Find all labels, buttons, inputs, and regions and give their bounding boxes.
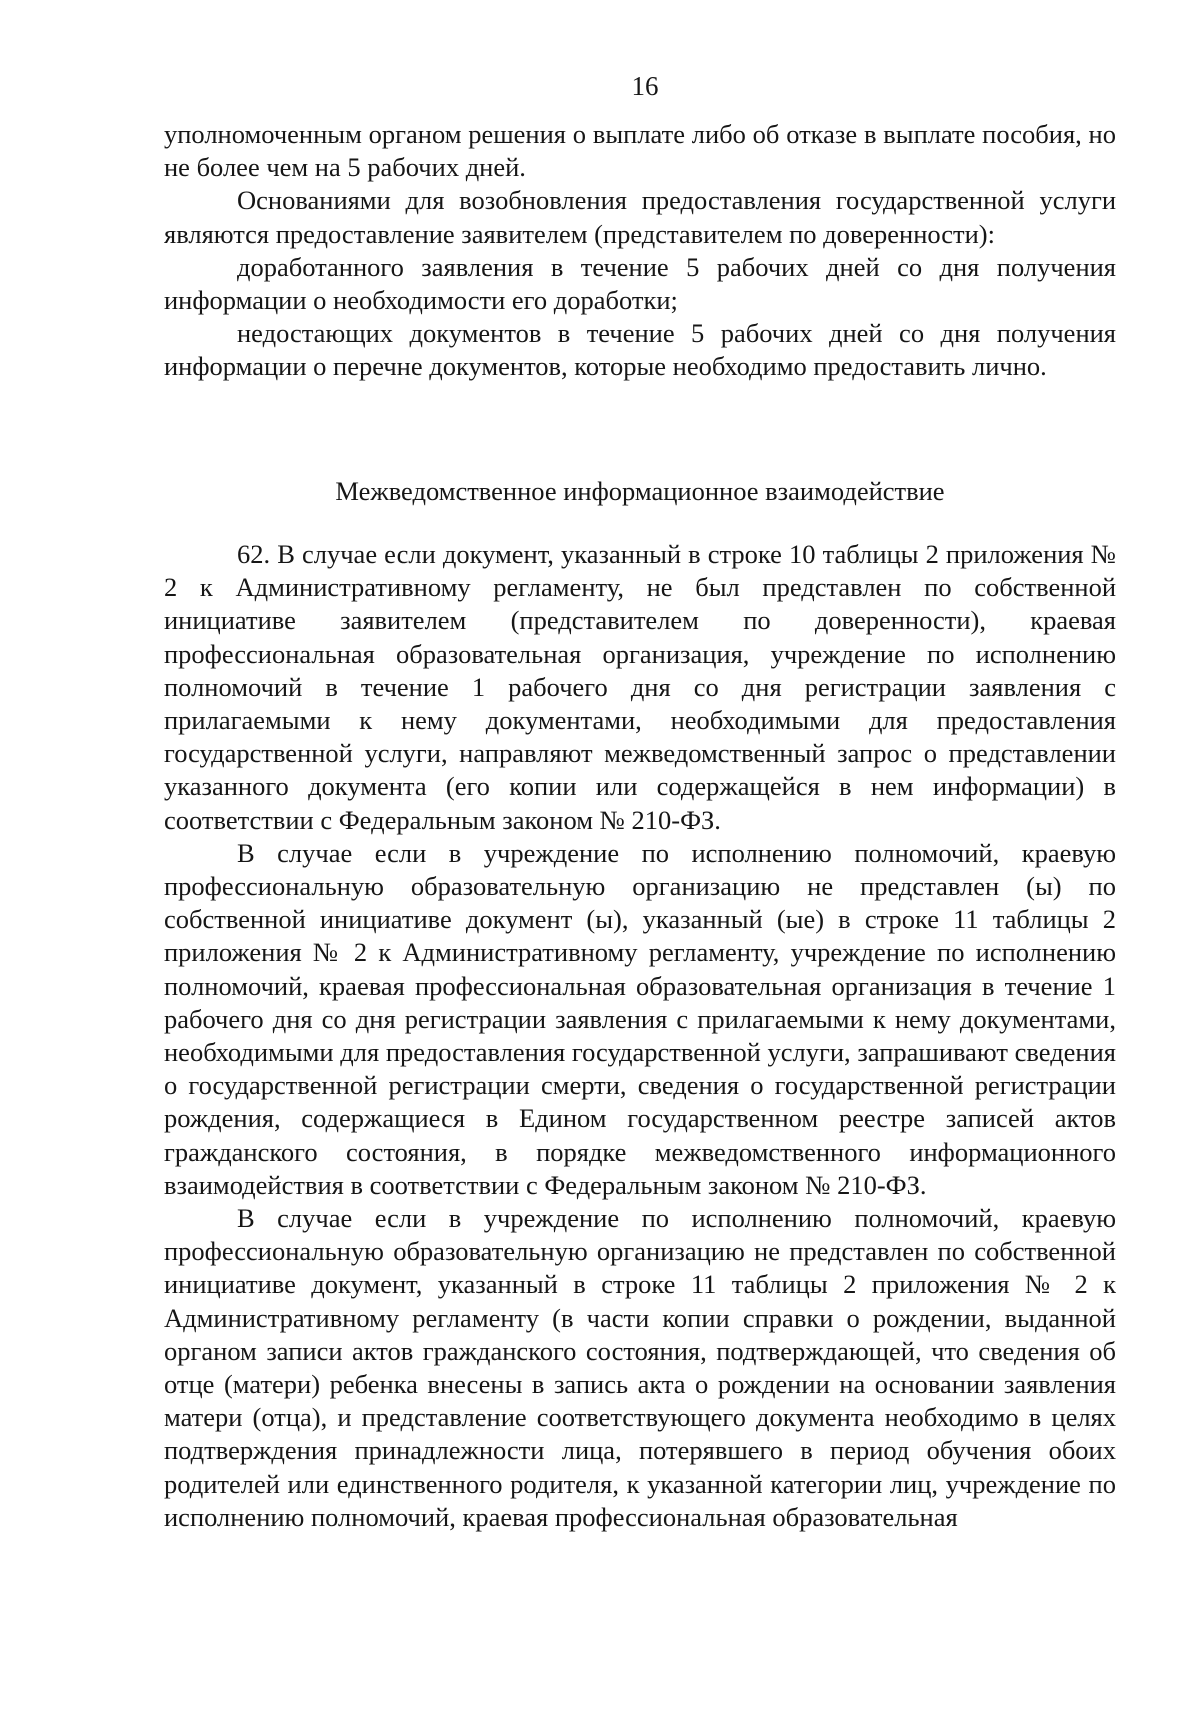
paragraph: доработанного заявления в течение 5 рабочих дней со дня получения информации о необходимости его доработки; — [164, 251, 1116, 316]
page-number: 16 — [631, 71, 659, 101]
paragraph-62: 62. В случае если документ, указанный в строке 10 таблицы 2 приложения № 2 к Административному регламенту, не был представлен по собственной инициативе заявителем (представителем по доверенности), краевая профессиональная образовательная организация, учреждение по исполнению полномочий в течение 1 рабочего дня со дня регистрации заявления с прилагаемыми к нему документами, необходимыми для предоставления государственной услуги, направляют межведомственный запрос о представлении указанного документа (его копии или содержащейся в нем информации) в соответствии с Федеральным законом № 210-ФЗ. — [164, 539, 1116, 835]
paragraph: уполномоченным органом решения о выплате либо об отказе в выплате пособия, но не более чем на 5 рабочих дней. — [164, 119, 1116, 183]
section-body — [164, 538, 1116, 1534]
continuation-text — [164, 118, 1116, 384]
paragraph: Основаниями для возобновления предоставления государственной услуги являются предоставление заявителем (представителем по доверенности): — [164, 185, 1116, 249]
section-heading: Межведомственное информационное взаимодействие — [335, 476, 945, 506]
paragraph: В случае если в учреждение по исполнению полномочий, краевую профессиональную образовательную организацию не представлен (ы) по собственной инициативе документ (ы), указанный (ые) в строке 11 таблицы 2 приложения № 2 к Административному регламенту, учреждение по исполнению полномочий, краевая профессиональная образовательная организация в течение 1 рабочего дня со дня регистрации заявления с прилагаемыми к нему документами, необходимыми для предоставления государственной услуги, запрашивают сведения о государственной регистрации смерти, сведения о государственной регистрации рождения, содержащиеся в Едином государственном реестре записей актов гражданского состояния, в порядке межведомственного информационного взаимодействия в соответствии с Федеральным законом № 210-ФЗ. — [164, 837, 1116, 1200]
paragraph: В случае если в учреждение по исполнению полномочий, краевую профессиональную образовательную организацию не представлен по собственной инициативе документ, указанный в строке 11 таблицы 2 приложения № 2 к Административному регламенту (в части копии справки о рождении, выданной органом записи актов гражданского состояния, подтверждающей, что сведения об отце (матери) ребенка внесены в запись акта о рождении на основании заявления матери (отца), и представление соответствующего документа необходимо в целях подтверждения принадлежности лица, потерявшего в период обучения обоих родителей или единственного родителя, к указанной категории лиц, учреждение по исполнению полномочий, краевая профессиональная образовательная — [164, 1203, 1116, 1532]
paragraph: недостающих документов в течение 5 рабочих дней со дня получения информации о перечне документов, которые необходимо предоставить лично. — [164, 318, 1116, 382]
